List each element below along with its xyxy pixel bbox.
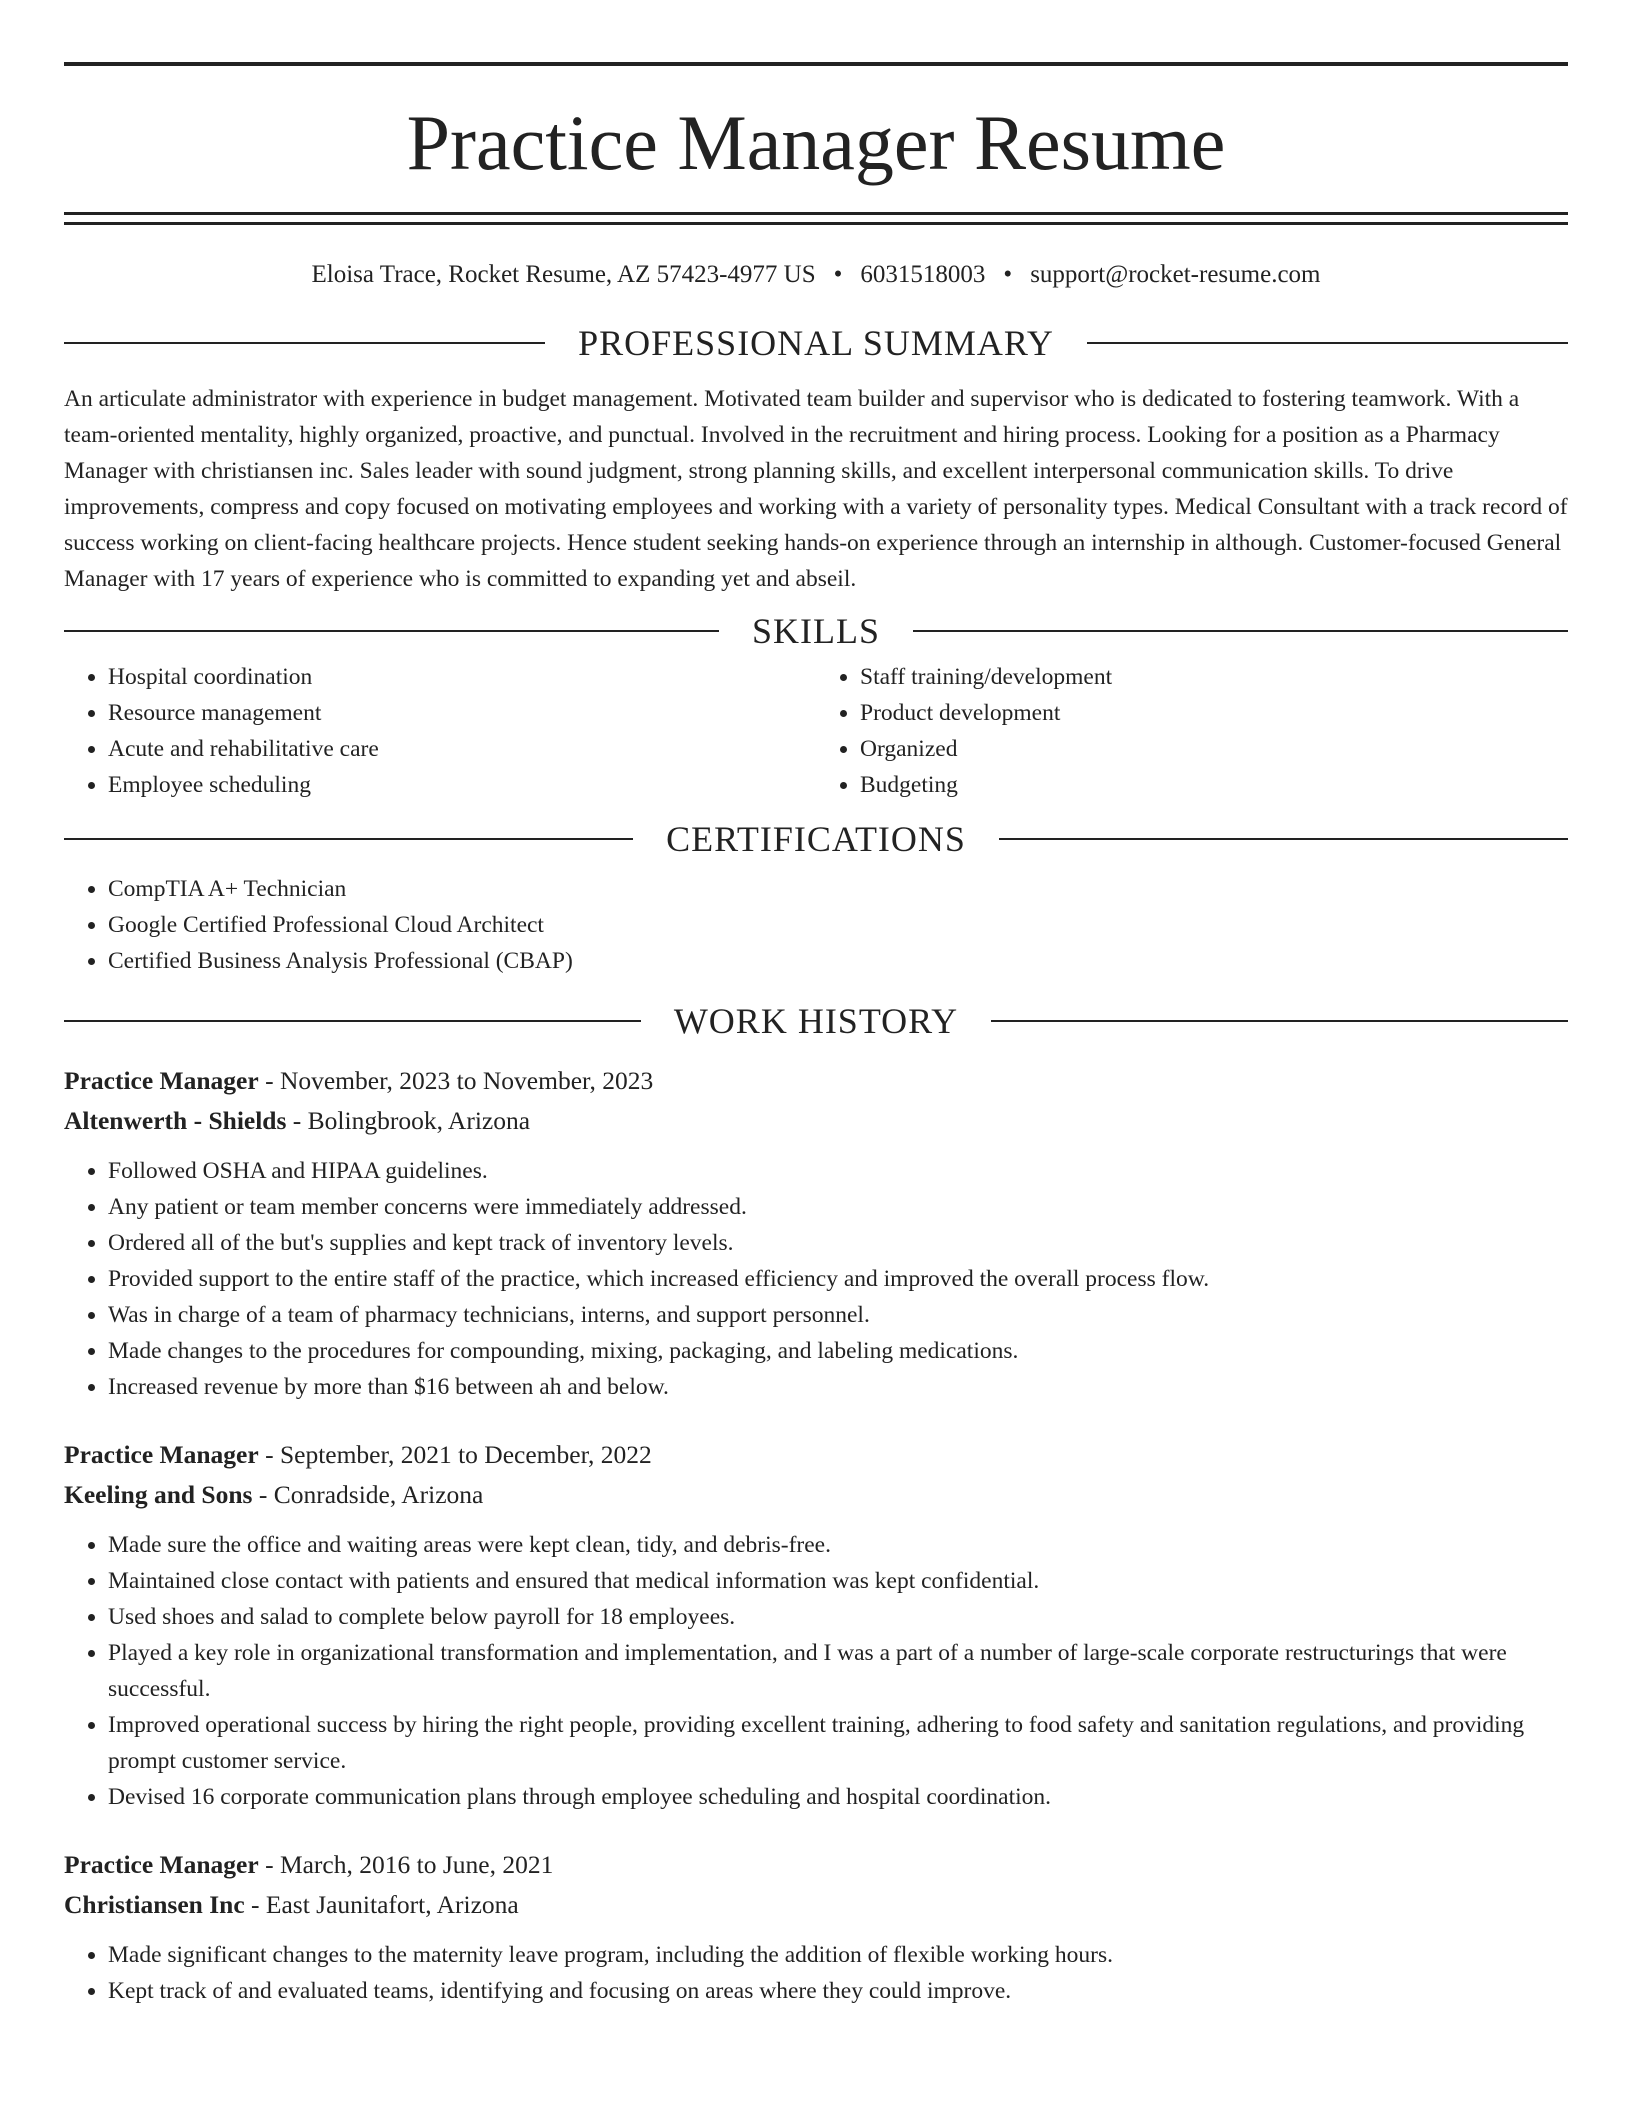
job-bullet: • Was in charge of a team of pharmacy technicians, interns, and support personnel. <box>108 1297 1568 1333</box>
skill-item: • Budgeting <box>860 767 1568 803</box>
skills-section <box>64 613 1568 803</box>
job-bullet: • Improved operational success by hiring the right people, providing excellent training, adhering to food safety and sanitation regulations, and providing prompt customer service. <box>108 1707 1568 1779</box>
job-company: Keeling and Sons <box>64 1480 253 1509</box>
job-company: Christiansen Inc <box>64 1890 245 1919</box>
contact-email: support@rocket-resume.com <box>1030 261 1321 288</box>
skills-list-right <box>816 659 1568 803</box>
skill-item: • Acute and rehabilitative care <box>108 731 816 767</box>
job-bullet: • Used shoes and salad to complete below payroll for 18 employees. <box>108 1599 1568 1635</box>
job-bullets <box>64 1527 1568 1815</box>
dash: - <box>244 1890 266 1919</box>
job-bullet: • Ordered all of the but's supplies and kept track of inventory levels. <box>108 1225 1568 1261</box>
job-bullet: • Maintained close contact with patients and ensured that medical information was kept confidential. <box>108 1563 1568 1599</box>
job-bullet: • Devised 16 corporate communication plans through employee scheduling and hospital coordination. <box>108 1779 1568 1815</box>
skill-item: • Staff training/development <box>860 659 1568 695</box>
job-entry <box>64 1435 1568 1815</box>
job-bullet: • Kept track of and evaluated teams, identifying and focusing on areas where they could improve. <box>108 1973 1568 2009</box>
job-bullet: • Made sure the office and waiting areas were kept clean, tidy, and debris-free. <box>108 1527 1568 1563</box>
certification-item: • Certified Business Analysis Professional (CBAP) <box>108 943 1568 979</box>
job-bullet: • Followed OSHA and HIPAA guidelines. <box>108 1153 1568 1189</box>
title-rule-upper <box>64 212 1568 215</box>
skills-column-right <box>816 659 1568 803</box>
title-rule-lower <box>64 222 1568 225</box>
dash: - <box>258 1850 280 1879</box>
heading-rule <box>913 630 1568 632</box>
summary-heading: PROFESSIONAL SUMMARY <box>578 323 1054 363</box>
job-dates: September, 2021 to December, 2022 <box>279 1440 652 1469</box>
skill-item: • Product development <box>860 695 1568 731</box>
certifications-list <box>64 871 1568 979</box>
job-dates: March, 2016 to June, 2021 <box>279 1850 554 1879</box>
job-location: East Jaunitafort, Arizona <box>265 1890 519 1919</box>
job-dates: November, 2023 to November, 2023 <box>279 1066 654 1095</box>
job-bullet: • Provided support to the entire staff of the practice, which increased efficiency and improved the overall process flow. <box>108 1261 1568 1297</box>
skills-column-left <box>64 659 816 803</box>
certifications-heading-row <box>64 821 1568 857</box>
job-location: Conradside, Arizona <box>273 1480 484 1509</box>
job-company-line <box>64 1101 1568 1141</box>
job-company-line <box>64 1475 1568 1515</box>
job-bullet: • Made significant changes to the maternity leave program, including the addition of flexible working hours. <box>108 1937 1568 1973</box>
dash: - <box>258 1440 280 1469</box>
skill-item: • Hospital coordination <box>108 659 816 695</box>
job-title: Practice Manager <box>64 1440 259 1469</box>
skills-list-left <box>64 659 816 803</box>
contact-phone: 6031518003 <box>860 261 986 288</box>
job-title: Practice Manager <box>64 1850 259 1879</box>
dash: - <box>258 1066 280 1095</box>
skills-grid <box>64 659 1568 803</box>
contact-separator: • <box>833 261 843 288</box>
job-bullets <box>64 1153 1568 1405</box>
certifications-heading: CERTIFICATIONS <box>666 819 966 859</box>
job-bullet: • Any patient or team member concerns were immediately addressed. <box>108 1189 1568 1225</box>
certification-item: • CompTIA A+ Technician <box>108 871 1568 907</box>
job-bullet: • Played a key role in organizational transformation and implementation, and I was a part of a number of large-scale corporate restructurings that were successful. <box>108 1635 1568 1707</box>
skill-item: • Resource management <box>108 695 816 731</box>
contact-address: Eloisa Trace, Rocket Resume, AZ 57423-4977 US <box>311 261 816 288</box>
work-heading-row <box>64 1003 1568 1039</box>
job-title-line <box>64 1061 1568 1101</box>
dash: - <box>252 1480 274 1509</box>
heading-rule <box>1087 342 1568 344</box>
contact-line <box>64 262 1568 287</box>
heading-rule <box>64 838 633 840</box>
skill-item: • Employee scheduling <box>108 767 816 803</box>
job-bullet: • Increased revenue by more than $16 between ah and below. <box>108 1369 1568 1405</box>
dash: - <box>286 1106 308 1135</box>
skill-item: • Organized <box>860 731 1568 767</box>
certification-item: • Google Certified Professional Cloud Architect <box>108 907 1568 943</box>
job-title: Practice Manager <box>64 1066 259 1095</box>
job-company-line <box>64 1885 1568 1925</box>
top-rule <box>64 62 1568 66</box>
job-company: Altenwerth - Shields <box>64 1106 287 1135</box>
work-section <box>64 1003 1568 2009</box>
page-title: Practice Manager Resume <box>406 99 1226 186</box>
heading-rule <box>991 1020 1568 1022</box>
summary-text: An articulate administrator with experience in budget management. Motivated team builder and supervisor who is dedicated to fostering teamwork. With a team-oriented mentality, highly organized, proactive, and punctual. Involved in the recruitment and hiring process. Looking for a position as a Pharmacy Manager with christiansen inc. Sales leader with sound judgment, strong planning skills, and excellent interpersonal communication skills. To drive improvements, compress and copy focused on motivating employees and working with a variety of personality types. Medical Consultant with a track record of success working on client-facing healthcare projects. Hence student seeking hands-on experience through an internship in although. Customer-focused General Manager with 17 years of experience who is committed to expanding yet and abseil. <box>64 386 1568 592</box>
job-bullet: • Made changes to the procedures for compounding, mixing, packaging, and labeling medications. <box>108 1333 1568 1369</box>
skills-heading-row <box>64 613 1568 649</box>
job-title-line <box>64 1845 1568 1885</box>
summary-section <box>64 325 1568 597</box>
heading-rule <box>64 342 545 344</box>
summary-heading-row <box>64 325 1568 361</box>
heading-rule <box>64 1020 641 1022</box>
contact-separator: • <box>1003 261 1013 288</box>
skills-heading: SKILLS <box>752 611 881 651</box>
work-heading: WORK HISTORY <box>673 1001 959 1041</box>
job-title-line <box>64 1435 1568 1475</box>
certifications-section <box>64 821 1568 979</box>
job-location: Bolingbrook, Arizona <box>307 1106 531 1135</box>
job-entry <box>64 1845 1568 2009</box>
heading-rule <box>64 630 719 632</box>
heading-rule <box>999 838 1568 840</box>
job-bullets <box>64 1937 1568 2009</box>
job-entry <box>64 1061 1568 1405</box>
